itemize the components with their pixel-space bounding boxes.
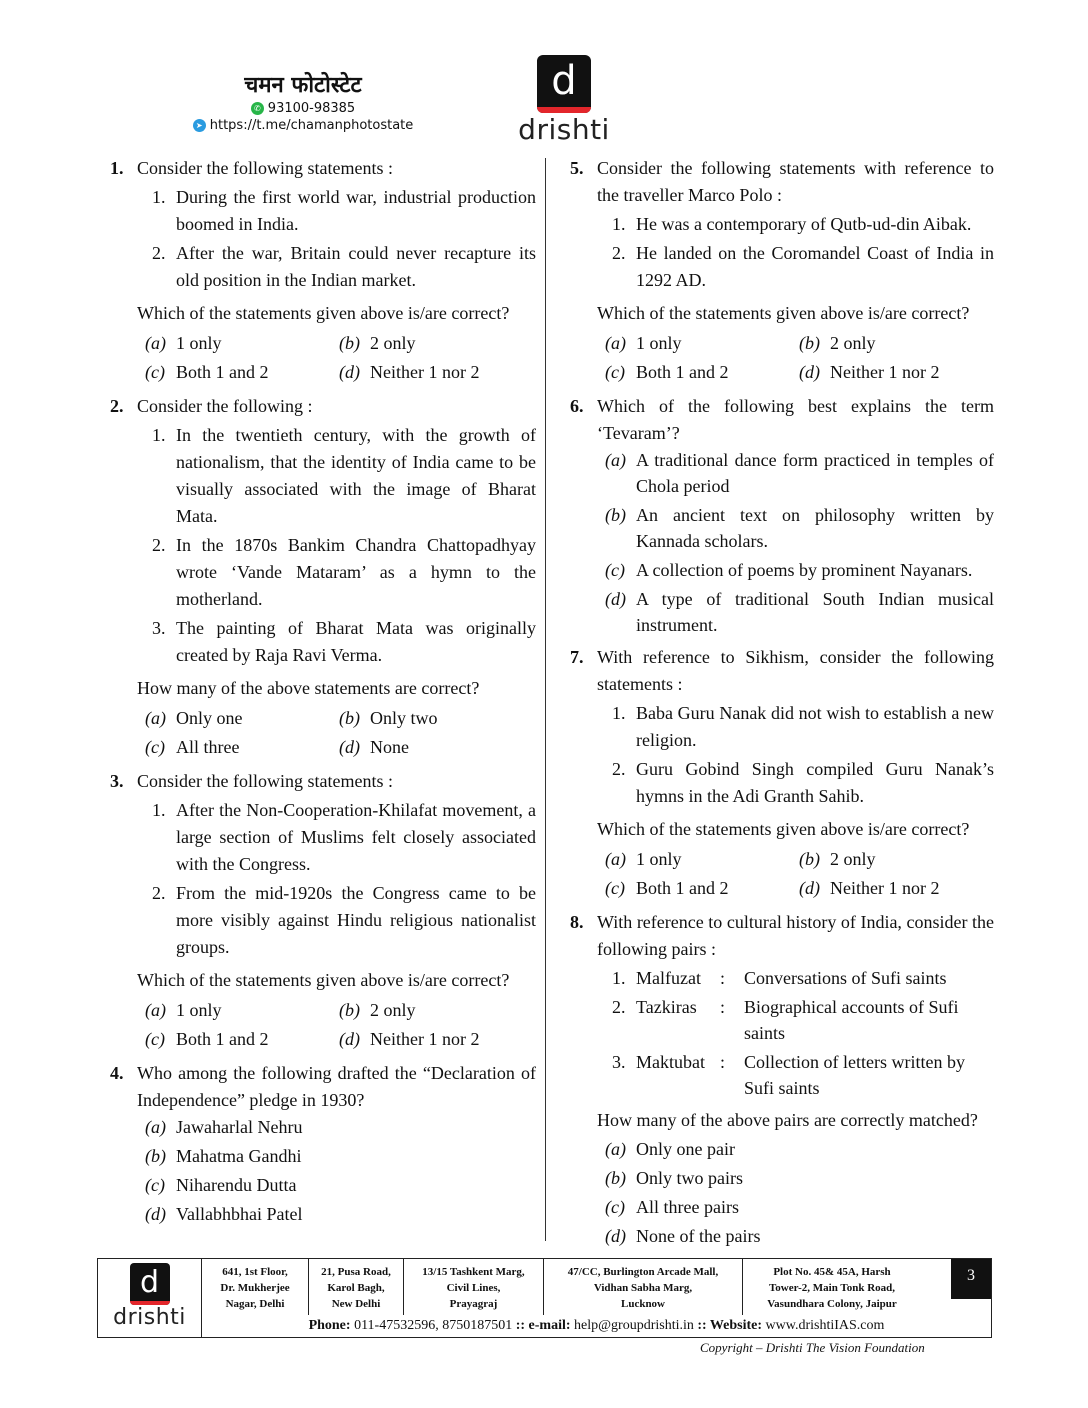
question-number: 1. [110, 158, 124, 178]
question-1 [110, 155, 536, 387]
option-grid [137, 329, 536, 387]
shop-phone-line [168, 100, 438, 117]
question-text: With reference to Sikhism, consider the following statements : [597, 647, 994, 694]
telegram-icon: ➤ [193, 119, 206, 132]
pair-row: 3. Maktubat : Collection of letters written by Sufi saints [612, 1052, 965, 1098]
option-list [137, 1114, 536, 1227]
column-divider [545, 158, 546, 1241]
question-number: 3. [110, 771, 124, 791]
option-d[interactable]: (d) Neither 1 nor 2 [339, 1029, 480, 1049]
option-b[interactable]: (b) 2 only [799, 333, 876, 353]
option-list [597, 447, 994, 638]
option-a[interactable]: (a) Only one [145, 708, 243, 728]
logo-letter: d [551, 58, 577, 104]
question-number: 6. [570, 396, 584, 416]
question-prompt: Which of the statements given above is/are correct? [597, 303, 970, 323]
drishti-logo [518, 55, 610, 147]
statement-list [137, 797, 536, 961]
question-prompt: How many of the above statements are correct? [137, 678, 480, 698]
question-number: 8. [570, 912, 584, 932]
option-a[interactable]: (a) Only one pair [605, 1139, 735, 1159]
statement: 2. He landed on the Coromandel Coast of India in 1292 AD. [612, 243, 994, 290]
statement: 3. The painting of Bharat Mata was originally created by Raja Ravi Verma. [152, 618, 536, 665]
statement: 1. Baba Guru Nanak did not wish to establish a new religion. [612, 703, 994, 750]
option-c[interactable]: (c) Both 1 and 2 [145, 1029, 269, 1049]
option-d[interactable]: (d) Neither 1 nor 2 [799, 878, 940, 898]
statement: 1. In the twentieth century, with the growth of nationalism, that the identity of India came to be visually associated with the image of Bharat Mata. [152, 425, 536, 526]
pair-row: 1. Malfuzat : Conversations of Sufi saints [612, 968, 947, 988]
question-prompt: Which of the statements given above is/are correct? [137, 303, 510, 323]
logo-mark [537, 55, 591, 113]
question-text: Which of the following best explains the term ‘Tevaram’? [597, 396, 994, 443]
option-b[interactable]: (b) 2 only [339, 333, 416, 353]
question-text: With reference to cultural history of India, consider the following pairs : [597, 912, 994, 959]
question-3 [110, 768, 536, 1054]
statement: 1. During the first world war, industrial production boomed in India. [152, 187, 536, 234]
pair-list [597, 965, 994, 1101]
phone-numbers: 011-47532596, 8750187501 [354, 1318, 513, 1333]
option-b[interactable]: (b) 2 only [339, 1000, 416, 1020]
statement: 1. After the Non-Cooperation-Khilafat movement, a large section of Muslims felt closely associated with the Congress. [152, 800, 536, 874]
footer-logo-red-bar [130, 1301, 170, 1305]
statement: 2. Guru Gobind Singh compiled Guru Nanak’s hymns in the Adi Granth Sahib. [612, 759, 994, 806]
option-a[interactable]: (a) A traditional dance form practiced in temples of Chola period [605, 450, 994, 496]
question-text: Who among the following drafted the “Declaration of Independence” pledge in 1930? [137, 1063, 536, 1110]
option-c[interactable]: (c) Niharendu Dutta [145, 1175, 297, 1195]
question-text: Consider the following : [137, 396, 313, 416]
question-7 [570, 644, 994, 903]
logo-red-bar [537, 107, 591, 113]
statement: 2. After the war, Britain could never recapture its old position in the Indian market. [152, 243, 536, 290]
left-column [110, 155, 536, 1233]
option-d[interactable]: (d) A type of traditional South Indian musical instrument. [605, 589, 994, 635]
question-5 [570, 155, 994, 387]
option-a[interactable]: (a) 1 only [145, 1000, 222, 1020]
option-b[interactable]: (b) Only two [339, 708, 438, 728]
page-footer [97, 1258, 992, 1338]
shop-telegram-link[interactable]: https://t.me/chamanphotostate [209, 118, 414, 133]
website-link[interactable]: www.drishtiIAS.com [765, 1318, 885, 1333]
question-8 [570, 909, 994, 1249]
option-a[interactable]: (a) Jawaharlal Nehru [145, 1117, 303, 1137]
logo-text: drishti [518, 113, 610, 146]
address-delhi-mukherjee: 641, 1st Floor, Dr. Mukherjee Nagar, Delhi [202, 1259, 309, 1315]
copyright-notice: Copyright – Drishti The Vision Foundation [700, 1340, 925, 1355]
option-b[interactable]: (b) An ancient text on philosophy written by Kannada scholars. [605, 505, 994, 551]
page-number: 3 [951, 1259, 991, 1299]
option-c[interactable]: (c) All three pairs [605, 1197, 739, 1217]
email-link[interactable]: help@groupdrishti.in [574, 1318, 694, 1333]
question-number: 4. [110, 1063, 124, 1083]
statement-list [137, 184, 536, 294]
shop-telegram-line [168, 117, 438, 134]
statement: 2. From the mid-1920s the Congress came to be more visibly against Hindu religious nationalist groups. [152, 883, 536, 957]
option-d[interactable]: (d) Vallabhbhai Patel [145, 1204, 303, 1224]
statement-list [597, 700, 994, 810]
option-c[interactable]: (c) Both 1 and 2 [605, 878, 729, 898]
footer-logo-mark [130, 1263, 170, 1305]
address-karol-bagh: 21, Pusa Road, Karol Bagh, New Delhi [309, 1259, 404, 1315]
option-c[interactable]: (c) A collection of poems by prominent Nayanars. [605, 560, 973, 580]
option-d[interactable]: (d) None of the pairs [605, 1226, 761, 1246]
shop-name: चमन फोटोस्टेट [244, 73, 362, 98]
option-c[interactable]: (c) Both 1 and 2 [605, 362, 729, 382]
option-a[interactable]: (a) 1 only [145, 333, 222, 353]
footer-logo-text: drishti [113, 1305, 186, 1330]
option-a[interactable]: (a) 1 only [605, 333, 682, 353]
option-list [597, 1136, 994, 1249]
right-column [570, 155, 994, 1255]
statement-list [137, 422, 536, 669]
option-d[interactable]: (d) Neither 1 nor 2 [339, 362, 480, 382]
option-grid [137, 996, 536, 1054]
footer-logo-letter: d [139, 1265, 160, 1300]
statement: 1. He was a contemporary of Qutb-ud-din Aibak. [612, 214, 972, 234]
option-a[interactable]: (a) 1 only [605, 849, 682, 869]
option-b[interactable]: (b) Only two pairs [605, 1168, 743, 1188]
question-number: 5. [570, 158, 584, 178]
question-4 [110, 1060, 536, 1227]
question-prompt: Which of the statements given above is/are correct? [137, 970, 510, 990]
option-grid [597, 845, 994, 903]
shop-stamp [168, 72, 438, 134]
pair-row: 2. Tazkiras : Biographical accounts of Sufi saints [612, 997, 959, 1043]
address-lucknow: 47/CC, Burlington Arcade Mall, Vidhan Sabha Marg, Lucknow [544, 1259, 743, 1315]
question-text: Consider the following statements : [137, 158, 393, 178]
whatsapp-icon: ✆ [251, 102, 264, 115]
contact-line: Phone: 011-47532596, 8750187501 :: e-mail: help@groupdrishti.in :: Website: www.drishtiIAS.com [308, 1318, 885, 1333]
question-number: 2. [110, 396, 124, 416]
option-b[interactable]: (b) 2 only [799, 849, 876, 869]
option-c[interactable]: (c) All three [145, 737, 240, 757]
question-prompt: How many of the above pairs are correctly matched? [597, 1110, 978, 1130]
footer-logo [98, 1259, 202, 1337]
option-grid [137, 704, 536, 762]
option-c[interactable]: (c) Both 1 and 2 [145, 362, 269, 382]
shop-phone: 93100-98385 [267, 101, 356, 116]
option-grid [597, 329, 994, 387]
statement: 2. In the 1870s Bankim Chandra Chattopadhyay wrote ‘Vande Mataram’ as a hymn to the motherland. [152, 535, 536, 609]
question-prompt: Which of the statements given above is/are correct? [597, 819, 970, 839]
question-2 [110, 393, 536, 762]
option-d[interactable]: (d) None [339, 737, 409, 757]
address-row [202, 1259, 991, 1315]
address-jaipur: Plot No. 45& 45A, Harsh Tower-2, Main Tonk Road, Vasundhara Colony, Jaipur [767, 1266, 897, 1310]
question-text: Consider the following statements : [137, 771, 393, 791]
option-b[interactable]: (b) Mahatma Gandhi [145, 1146, 302, 1166]
question-text: Consider the following statements with reference to the traveller Marco Polo : [597, 158, 994, 205]
question-number: 7. [570, 647, 584, 667]
option-d[interactable]: (d) Neither 1 nor 2 [799, 362, 940, 382]
address-prayagraj: 13/15 Tashkent Marg, Civil Lines, Prayagraj [404, 1259, 544, 1315]
statement-list [597, 211, 994, 294]
question-6 [570, 393, 994, 638]
